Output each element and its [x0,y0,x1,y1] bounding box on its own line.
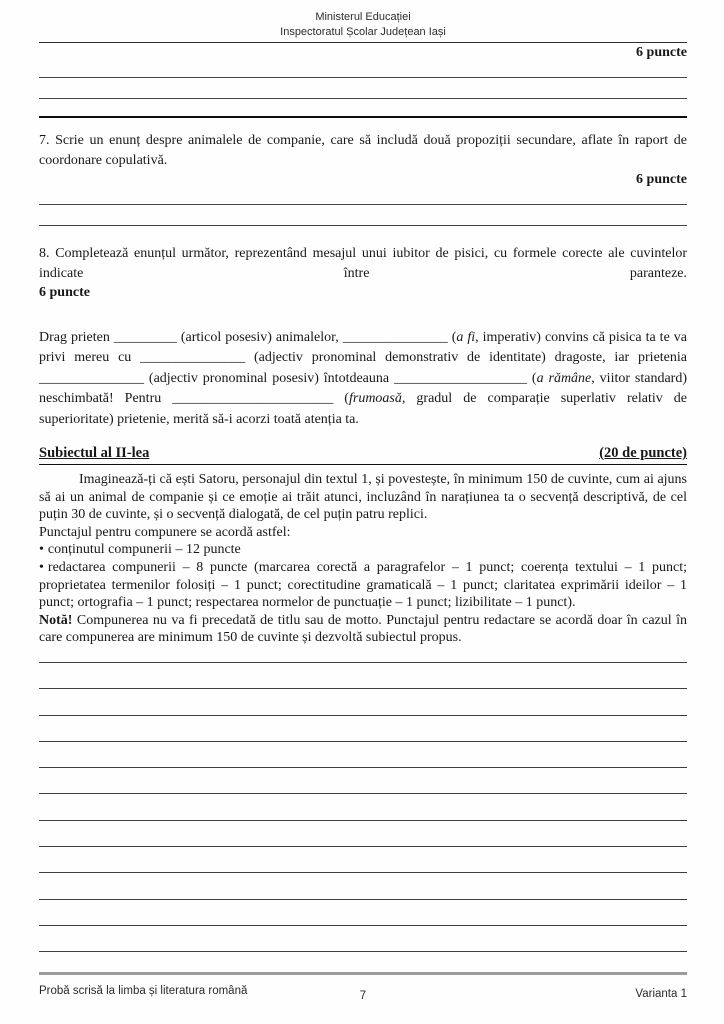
text-segment: Drag prieten _________ (articol posesiv) animalelor, _______________ ( [39,329,457,345]
text-segment: a fi [456,329,476,345]
question-8-fill-in-paragraph [39,328,687,431]
answer-line [39,663,687,689]
text-segment: Notă! [39,612,73,628]
criteria-bullet-text: redactarea compunerii – 8 puncte (marcarea corectă a paragrafelor – 1 punct; coerența textului – 1 punct; proprietatea termenilor folosiți – 1 punct; corectitudine gramaticală – 1 punct; claritatea exprimării ideilor – 1 punct; ortografia – 1 punct; respectarea normelor de punctuație – 1 punct; lizibilitate – 1 punct). [39,559,687,611]
answer-line [39,847,687,873]
answer-line [39,742,687,768]
previous-question-points: 6 puncte [636,45,687,60]
question-8-points: 6 puncte [39,285,90,300]
text-segment: , imperativ) convins că pisica ta te va privi mereu cu _______________ (adjectiv pronominal demonstrativ de identitate) dragoste, iar prietenia _______________ (adjectiv pronominal posesiv) întotdeauna ___________________ ( [39,329,687,386]
document-footer [39,982,687,1007]
answer-line [39,873,687,899]
page-number: 7 [359,990,367,1003]
subject-2-heading [39,443,687,465]
text-segment: frumoasă [348,391,402,406]
answer-line [39,184,687,205]
document-header [39,10,687,40]
inspectorate-name: Inspectoratul Școlar Județean Iași [280,26,446,38]
answer-line [39,689,687,715]
criteria-intro: Punctajul pentru compunere se acordă astfel: [39,524,291,540]
subject-2-title: Subiectul al II-lea [39,445,150,461]
text-segment: Compunerea nu va fi precedată de titlu sau de motto. Punctajul pentru redactare se acordă doar în cazul în care compunerea are minimum 150 de cuvinte și dezvoltă subiectul propus. [39,612,687,646]
criteria-bullet-item [39,541,687,559]
subject-2-points: (20 de puncte) [599,445,687,461]
answer-line [39,794,687,820]
answer-line [39,647,687,663]
criteria-bullet-item [39,559,687,612]
answer-line [39,900,687,926]
answer-line [39,768,687,794]
answer-lines-question-7 [39,184,687,226]
question-8-text: 8. Completează enunțul următor, reprezentând mesajul unui iubitor de pisici, cu formele corecte ale cuvintelor indicate între paranteze. [39,246,687,281]
answer-line [39,205,687,226]
subject-2-body [39,471,687,647]
subject-2-task-text: Imaginează-ți că ești Satoru, personajul din textul 1, și povestește, în minimum 150 de cuvinte, cum ai ajuns să ai un animal de companie și ce emoție ai trăit atunci, incluzând în narațiunea ta o secvență descriptivă, de cel puțin 30 de cuvinte, și o secvență dialogată, de cel puțin patru replici. [39,472,687,523]
ministry-name: Ministerul Educației [315,11,411,23]
criteria-bullet-text: conținutul compunerii – 12 puncte [47,542,241,558]
text-segment: , gradul de comparație superlativ relativ de superioritate) prietenie, merită să-i acorzi toată atenția ta. [39,391,687,427]
footer-rule [39,972,687,975]
answer-lines-previous-question [39,57,687,99]
text-segment: a rămâne [536,370,592,386]
answer-line [39,78,687,99]
footer-variant-label: Varianta 1 [635,988,687,1001]
answer-line [39,926,687,952]
text-segment: , viitor standard) neschimbată! Pentru _______________________ ( [39,370,688,406]
answer-line [39,57,687,78]
bullet-icon: • [39,559,44,575]
bullet-icon: • [39,542,44,558]
answer-lines-subject-2 [39,647,687,952]
answer-line [39,821,687,847]
footer-exam-name: Probă scrisă la limba și literatura română [39,985,248,998]
section-divider-rule [39,116,687,118]
answer-line [39,716,687,742]
question-7-points: 6 puncte [636,172,687,187]
note-paragraph [39,612,687,647]
question-7-text: 7. Scrie un enunț despre animalele de companie, care să includă două propoziții secundare, aflate în raport de coordonare copulativă. [39,133,687,168]
